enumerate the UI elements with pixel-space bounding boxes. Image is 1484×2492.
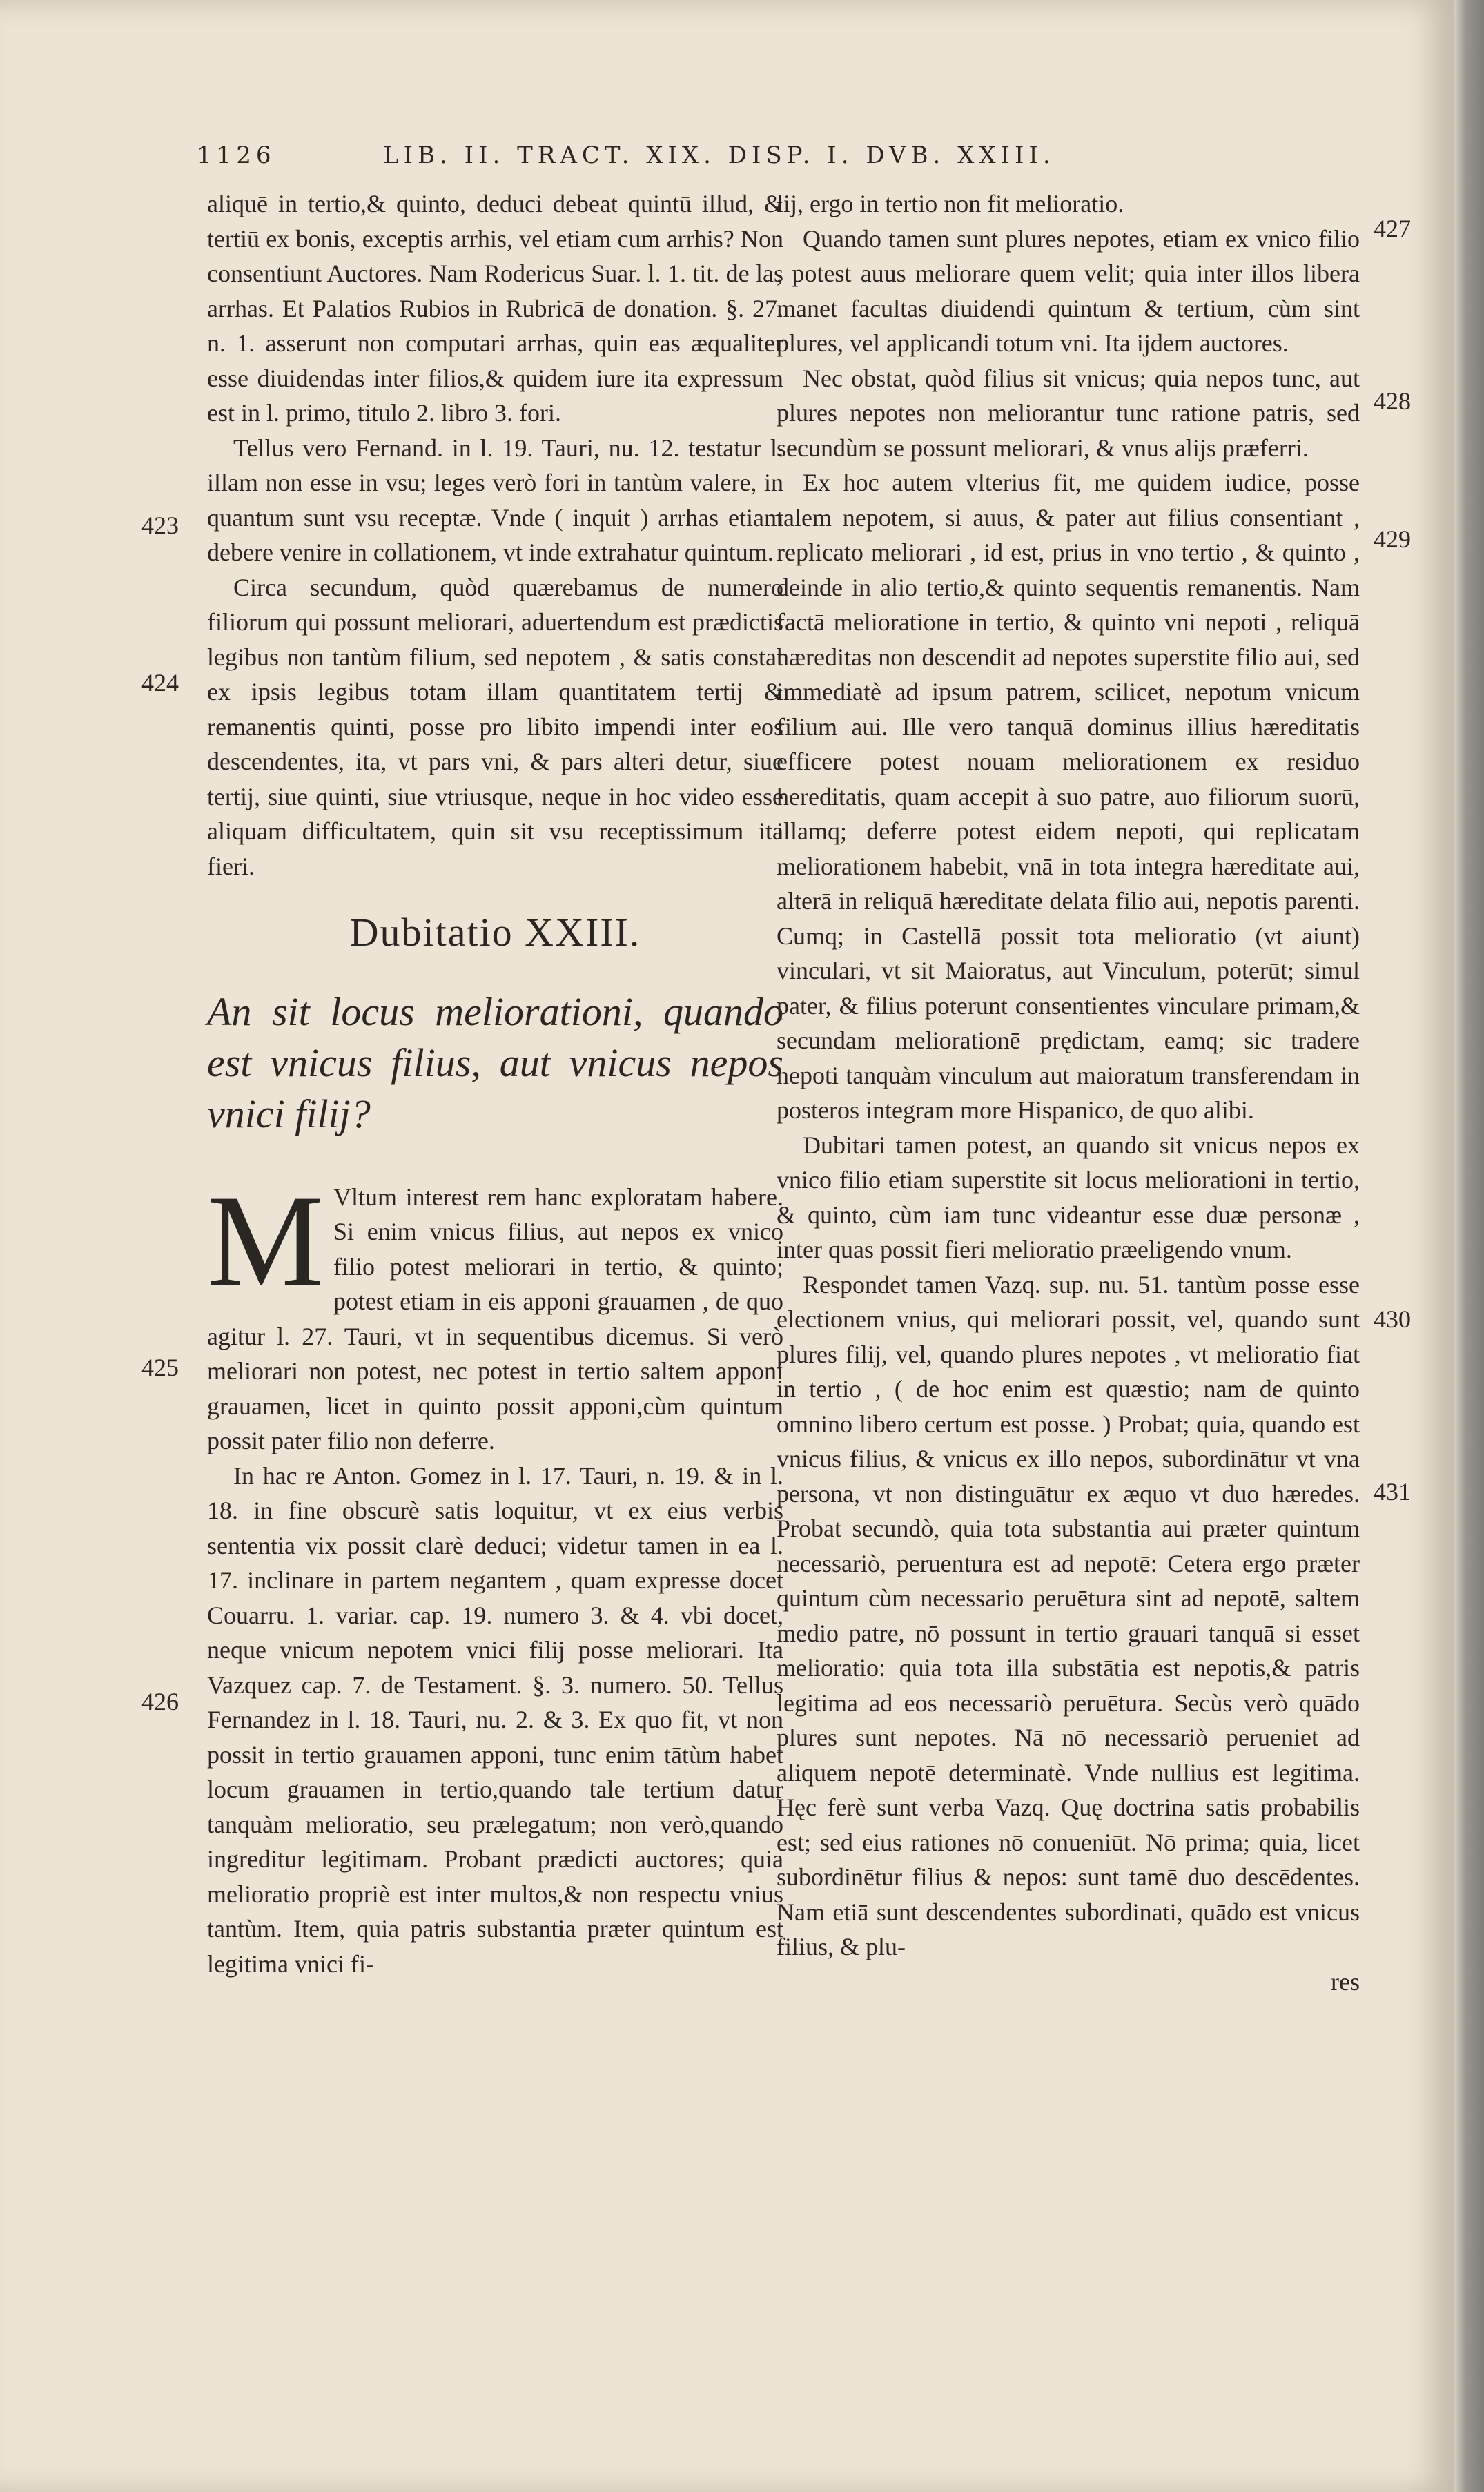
drop-cap: M: [207, 1168, 324, 1314]
paragraph: Respondet tamen Vazq. sup. nu. 51. tantùm posse esse electionem vnius, qui meliorari possit, vel, quando sunt plures filij, vel, quando plures nepotes , vt melioratio fiat in tertio , ( de hoc enim est quæstio; nam de quinto omnino libero certum est posse. ) Probat; quia, quando est vnicus filius, & vnicus ex illo nepos, subordinātur vt vna persona, vt non distinguātur ex æquo vt duo hæredes. Probat secundò, quia tota substantia aui præter quintum necessariò, peruentura est ad nepotē: Cetera ergo præter quintum cùm necessario peruētura sint ad nepotē, saltem medio patre, nō possunt in tertio grauari tanquā si esset melioratio: quia tota illa substātia est nepotis,& patris legitima ad eos necessariò peruētura. Secùs verò quādo plures sunt nepotes. Nā nō necessariò perueniet ad aliquem nepotē determinatè. Vnde nullius est legitima. Hęc ferè sunt verba Vazq. Quę doctrina satis probabilis est; sed eius rationes nō conueniūt. Nō prima; quia, licet subordinētur filius & nepos: sunt tamē duo descēdentes. Nam etiā sunt descendentes subordinati, quādo est vnicus filius, & plu-: [777, 1270, 1360, 1960]
paragraph: Quando tamen sunt plures nepotes, etiam ex vnico filio , potest auus meliorare quem velit; quia inter illos libera manet facultas diuidendi quintum & tertium, cùm sint plures, vel applicandi totum vni. Ita ijdem auctores.: [777, 224, 1360, 357]
margin-number: 426: [141, 1688, 179, 1715]
running-head: LIB. II. TRACT. XIX. DISP. I. DVB. XXIII.: [383, 142, 1055, 169]
page-edge: [1454, 0, 1484, 2492]
margin-number: 424: [141, 669, 179, 697]
paragraph: Tellus vero Fernand. in l. 19. Tauri, nu. 12. testatur l. illam non esse in vsu; leges verò fori in tantùm valere, in quantum sunt vsu receptæ. Vnde ( inquit ) arrhas etiam debere venire in collationem, vt inde extrahatur quintum.: [207, 434, 783, 566]
paragraph: In hac re Anton. Gomez in l. 17. Tauri, n. 19. & in l. 18. in fine obscurè satis loquitur, vt ex eius verbis sententia vix possit clarè deduci; videtur tamen in ea l. 17. inclinare in partem negantem , quam expresse docet Couarru. 1. variar. cap. 19. numero 3. & 4. vbi docet, neque vnicum nepotem vnici filij posse meliorari. Ita Vazquez cap. 7. de Testament. §. 3. numero. 50. Tellus Fernandez in l. 18. Tauri, nu. 2. & 3. Ex quo fit, vt non possit in tertio grauamen apponi, tunc enim tātùm habet locum grauamen in tertio,quando tale tertium datur tanquàm melioratio, seu prælegatum; non verò,quando ingreditur legitimam. Probant prædicti auctores; quia melioratio propriè est inter multos,& non respectu vnius tantùm. Item, quia patris substantia præter quintum est legitima vnici fi-: [207, 1461, 783, 1978]
section-title: Dubitatio XXIII.: [349, 910, 641, 955]
paragraph: aliquē in tertio,& quinto, deduci debeat quintū illud, & tertiū ex bonis, exceptis arrhis, vel etiam cum arrhis? Non consentiunt Auctores. Nam Rodericus Suar. l. 1. tit. de las arrhas. Et Palatios Rubios in Rubricā de donation. §. 27. n. 1. asserunt non computari arrhas, quin eas æqualiter esse diuidendas inter filios,& quidem iure ita expressum est in l. primo, titulo 2. libro 3. fori.: [207, 190, 783, 427]
margin-number: 431: [1374, 1478, 1411, 1506]
margin-number: 430: [1374, 1305, 1411, 1333]
paragraph-text: Vltum interest rem hanc exploratam habere. Si enim vnicus filius, aut nepos ex vnico filio potest meliorari in tertio, & quinto; potest etiam in eis apponi grauamen , de quo agitur l. 27. Tauri, vt in sequentibus dicemus. Si verò meliorari non potest, nec potest in tertio saltem apponi grauamen, licet in quinto possit apponi,cùm quintum possit pater filio non deferre.: [207, 1182, 783, 1454]
left-column: [207, 186, 783, 1981]
right-column: [777, 186, 1360, 1999]
margin-number: 423: [141, 512, 179, 539]
paragraph: Dubitari tamen potest, an quando sit vnicus nepos ex vnico filio etiam superstite sit locus meliorationi in tertio, & quinto, cùm iam tunc videantur esse duæ personæ , inter quas possit fieri melioratio præeligendo vnum.: [777, 1131, 1360, 1263]
margin-number: 425: [141, 1354, 179, 1381]
paragraph: lij, ergo in tertio non fit melioratio.: [777, 190, 1124, 217]
page-header: [197, 142, 1439, 183]
paragraph: Ex hoc autem vlterius fit, me quidem iudice, posse talem nepotem, si auus, & pater aut filius consentiant , replicato meliorari , id est, prius in vno tertio , & quinto , deinde in alio tertio,& quinto sequentis remanentis. Nam factā melioratione in tertio, & quinto vni nepoti , reliquā hæreditas non descendit ad nepotes superstite filio aui, sed immediatè ad ipsum patrem, scilicet, nepotum vnicum filium aui. Ille vero tanquā dominus illius hæreditatis efficere potest nouam meliorationem ex residuo hereditatis, quam accepit à suo patre, auo filiorum suorū, illamq; deferre potest eidem nepoti, qui replicatam meliorationem habebit, vnā in tota integra hæreditate aui, alterā in reliquā hæreditate delata filio aui, nepotis parenti. Cumq; in Castellā possit tota melioratio (vt aiunt) vinculari, vt sit Maioratus, aut Vinculum, poterūt; simul pater, & filius poterunt consentientes vinculare primam,& secundam meliorationē prędictam, eamq; sic tradere nepoti tanquàm vinculum aut maioratum transferendam in posteros integram more Hispanico, de quo alibi.: [777, 469, 1360, 1124]
paragraph: [207, 1168, 783, 1459]
page-number: 1126: [197, 142, 276, 169]
paragraph: Circa secundum, quòd quærebamus de numero filiorum qui possunt meliorari, aduertendum est prædictis legibus non tantùm filium, sed nepotem , & satis constat ex ipsis legibus totam illam quantitatem tertij & remanentis quinti, posse pro libito impendi inter eos descendentes, ita, vt pars vni, & pars alteri detur, siue tertij, siue quinti, siue vtriusque, neque in hoc video esse aliquam difficultatem, quin sit vsu receptissimum ita fieri.: [207, 573, 783, 880]
margin-number: 427: [1374, 215, 1411, 242]
catchword: res: [1331, 1967, 1360, 1996]
margin-number: 429: [1374, 525, 1411, 553]
margin-number: 428: [1374, 387, 1411, 415]
paragraph: Nec obstat, quòd filius sit vnicus; quia nepos tunc, aut plures nepotes non meliorantur tunc ratione patris, sed secundùm se possunt meliorari, & vnus alijs præferri.: [777, 364, 1360, 462]
question-heading: An sit locus meliorationi, quando est vnicus filius, aut vnicus nepos vnici filij?: [207, 989, 783, 1136]
